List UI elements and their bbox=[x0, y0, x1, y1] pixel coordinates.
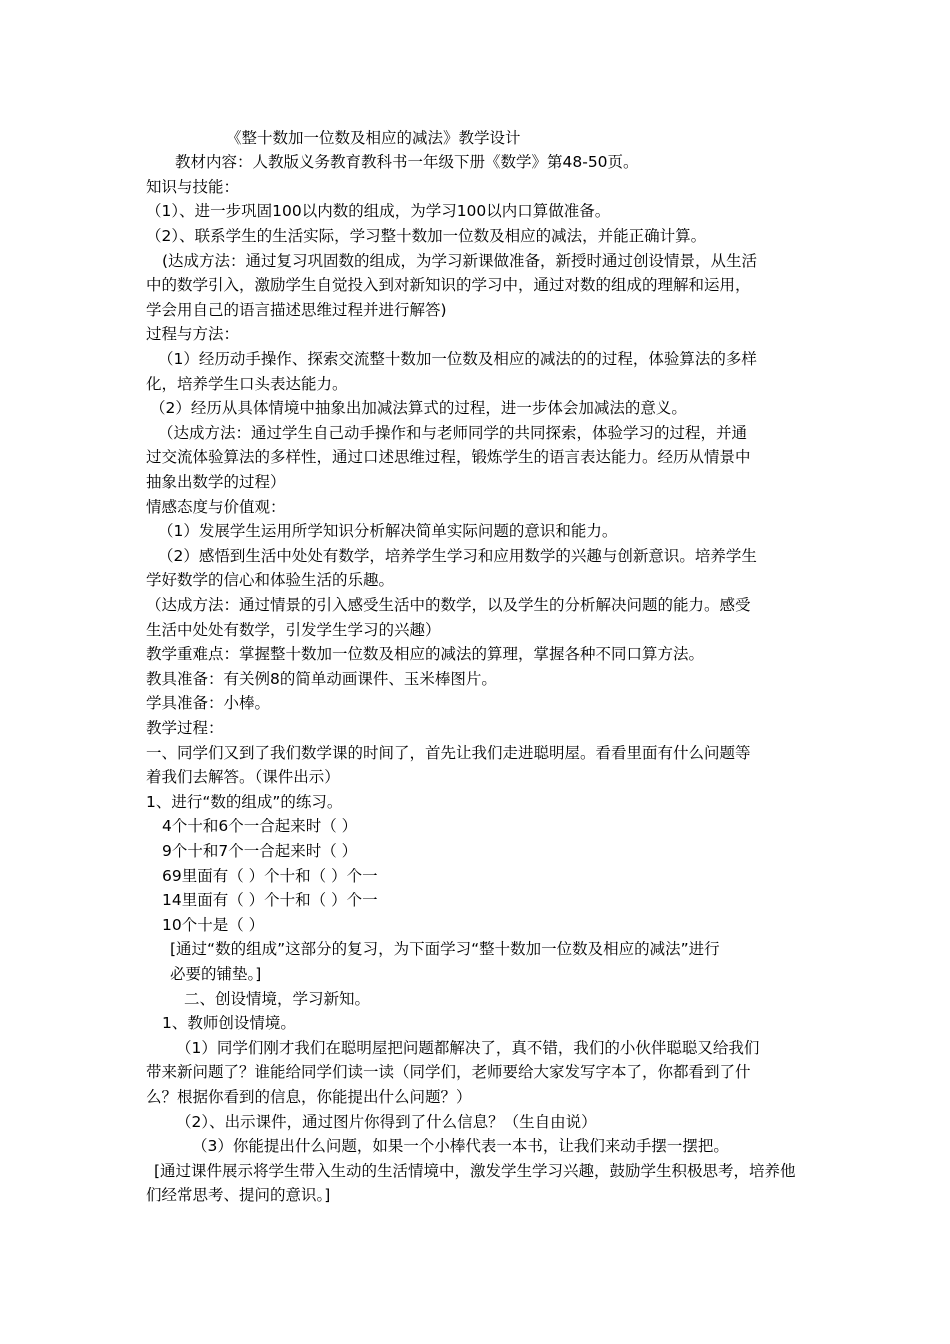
doc-line: 抽象出数学的过程） bbox=[146, 473, 286, 491]
doc-line: （达成方法：通过情景的引入感受生活中的数学，以及学生的分析解决问题的能力。感受 bbox=[146, 596, 751, 614]
doc-line: 一、同学们又到了我们数学课的时间了，首先让我们走进聪明屋。看看里面有什么问题等 bbox=[146, 744, 751, 762]
doc-line: （2）感悟到生活中处处有数学，培养学生学习和应用数学的兴趣与创新意识。培养学生 bbox=[158, 547, 757, 565]
doc-line: 1、教师创设情境。 bbox=[162, 1014, 296, 1032]
doc-line: （2）、出示课件，通过图片你得到了什么信息？（生自由说） bbox=[176, 1113, 597, 1131]
exercise-line: 10个十是（ ） bbox=[162, 916, 265, 934]
doc-line: （2）经历从具体情境中抽象出加减法算式的过程，进一步体会加减法的意义。 bbox=[150, 399, 687, 417]
doc-line: 化，培养学生口头表达能力。 bbox=[146, 375, 348, 393]
section-heading: 知识与技能： bbox=[146, 178, 240, 196]
doc-line: （3）你能提出什么问题，如果一个小棒代表一本书，让我们来动手摆一摆把。 bbox=[192, 1137, 729, 1155]
doc-line: 生活中处处有数学，引发学生学习的兴趣） bbox=[146, 621, 441, 639]
doc-line: 么？根据你看到的信息，你能提出什么问题？） bbox=[146, 1088, 472, 1106]
section-heading: 情感态度与价值观： bbox=[146, 498, 286, 516]
doc-line: 中的数学引入，激励学生自觉投入到对新知识的学习中，通过对数的组成的理解和运用， bbox=[146, 276, 751, 294]
doc-line: 学会用自己的语言描述思维过程并进行解答) bbox=[146, 301, 447, 319]
doc-line: 学具准备：小棒。 bbox=[146, 694, 271, 712]
doc-line: 教材内容：人教版义务教育教科书一年级下册《数学》第48-50页。 bbox=[175, 153, 639, 171]
doc-line: [通过课件展示将学生带入生动的生活情境中，激发学生学习兴趣，鼓励学生积极思考，培养他 bbox=[154, 1162, 796, 1180]
doc-line: [通过“数的组成”这部分的复习，为下面学习“整十数加一位数及相应的减法”进行 bbox=[170, 940, 720, 958]
doc-line: （1）、进一步巩固100以内数的组成，为学习100以内口算做准备。 bbox=[146, 202, 611, 220]
doc-line: （1）发展学生运用所学知识分析解决简单实际问题的意识和能力。 bbox=[158, 522, 618, 540]
doc-line: 1、进行“数的组成”的练习。 bbox=[146, 793, 343, 811]
doc-line: 们经常思考、提问的意识。] bbox=[146, 1186, 331, 1204]
doc-line: 学好数学的信心和体验生活的乐趣。 bbox=[146, 571, 395, 589]
exercise-line: 14里面有（ ）个十和（ ）个一 bbox=[162, 891, 378, 909]
doc-line: 教具准备：有关例8的简单动画课件、玉米棒图片。 bbox=[146, 670, 497, 688]
doc-line: (达成方法：通过复习巩固数的组成，为学习新课做准备，新授时通过创设情景，从生活 bbox=[162, 252, 758, 270]
section-heading: 二、创设情境，学习新知。 bbox=[184, 990, 371, 1008]
exercise-line: 4个十和6个一合起来时（ ） bbox=[162, 817, 358, 835]
doc-line: 必要的铺垫。] bbox=[170, 965, 262, 983]
doc-line: 着我们去解答。（课件出示） bbox=[146, 768, 340, 786]
section-heading: 过程与方法： bbox=[146, 325, 240, 343]
exercise-line: 9个十和7个一合起来时（ ） bbox=[162, 842, 358, 860]
doc-line: 带来新问题了？谁能给同学们读一读（同学们，老师要给大家发写字本了，你都看到了什 bbox=[146, 1063, 751, 1081]
section-heading: 教学过程： bbox=[146, 719, 224, 737]
doc-line: （1）经历动手操作、探索交流整十数加一位数及相应的减法的的过程，体验算法的多样 bbox=[158, 350, 757, 368]
doc-line: （1）同学们刚才我们在聪明屋把问题都解决了，真不错，我们的小伙伴聪聪又给我们 bbox=[176, 1039, 760, 1057]
doc-line: （2）、联系学生的生活实际，学习整十数加一位数及相应的减法，并能正确计算。 bbox=[146, 227, 707, 245]
doc-line: 过交流体验算法的多样性，通过口述思维过程，锻炼学生的语言表达能力。经历从情景中 bbox=[146, 448, 751, 466]
exercise-line: 69里面有（ ）个十和（ ）个一 bbox=[162, 867, 378, 885]
doc-line: （达成方法：通过学生自己动手操作和与老师同学的共同探索，体验学习的过程，并通 bbox=[158, 424, 748, 442]
doc-title: 《整十数加一位数及相应的减法》教学设计 bbox=[226, 129, 521, 147]
doc-line: 教学重难点：掌握整十数加一位数及相应的减法的算理，掌握各种不同口算方法。 bbox=[146, 645, 705, 663]
